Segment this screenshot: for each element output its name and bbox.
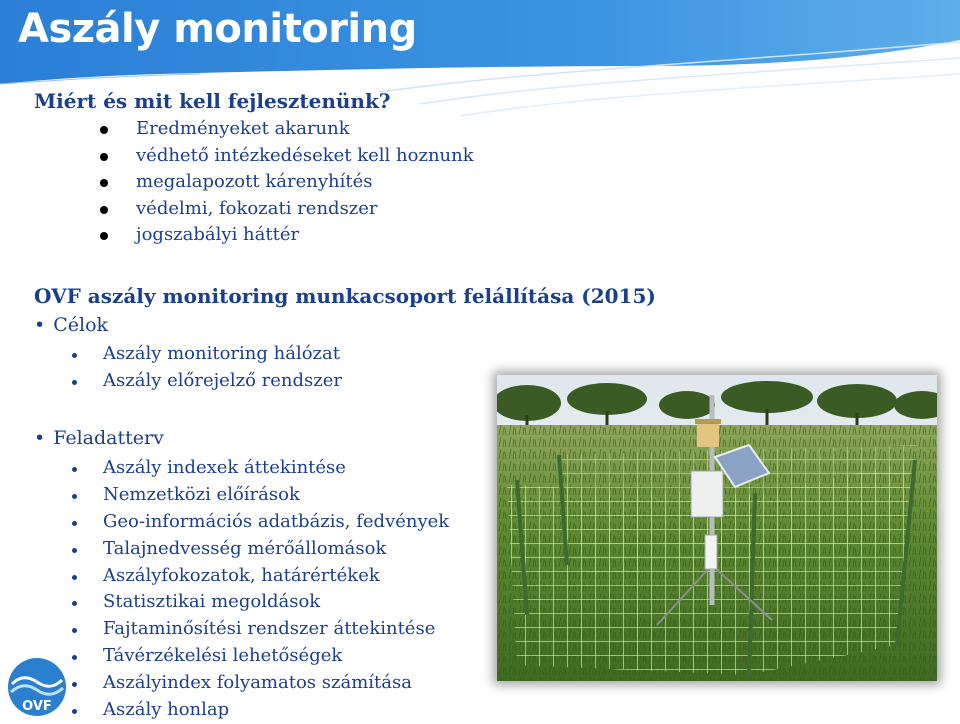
plan-label-text: Feladatterv: [53, 427, 164, 449]
list-item: Aszályindex folyamatos számítása: [68, 670, 449, 697]
ovf-logo: [6, 656, 68, 718]
list-item: Aszály előrejelző rendszer: [68, 368, 342, 395]
list-item: Geo-információs adatbázis, fedvények: [68, 509, 449, 536]
monitoring-station-photo: [497, 375, 937, 681]
bullet-icon: •: [34, 427, 46, 449]
goals-list: [68, 341, 342, 395]
list-item: jogszabályi háttér: [40, 222, 474, 249]
list-item: védhető intézkedéseket kell hoznunk: [40, 143, 474, 170]
plan-list: [68, 455, 449, 724]
section-why-heading: Miért és mit kell fejlesztenünk?: [34, 89, 391, 113]
logo-text: OVF: [22, 699, 52, 714]
list-item: Eredményeket akarunk: [40, 116, 474, 143]
list-item: Fajtaminősítési rendszer áttekintése: [68, 616, 449, 643]
page-title: Aszály monitoring: [18, 6, 417, 52]
station-illustration: [497, 375, 937, 681]
list-item: Statisztikai megoldások: [68, 589, 449, 616]
list-item: Aszály honlap: [68, 697, 449, 724]
list-item: Aszályfokozatok, határértékek: [68, 563, 449, 590]
ovf-logo-icon: [6, 656, 68, 718]
bullet-icon: •: [34, 314, 46, 336]
list-item: Aszály monitoring hálózat: [68, 341, 342, 368]
list-item: védelmi, fokozati rendszer: [40, 196, 474, 223]
list-item: Aszály indexek áttekintése: [68, 455, 449, 482]
plan-label: [34, 427, 164, 449]
list-item: megalapozott kárenyhítés: [40, 169, 474, 196]
goals-label-text: Célok: [53, 314, 109, 336]
section-workgroup-heading: OVF aszály monitoring munkacsoport felállítása (2015): [34, 284, 656, 308]
goals-label: [34, 314, 108, 336]
list-item: Nemzetközi előírások: [68, 482, 449, 509]
list-item: Távérzékelési lehetőségek: [68, 643, 449, 670]
why-list: [40, 116, 474, 249]
list-item: Talajnedvesség mérőállomások: [68, 536, 449, 563]
